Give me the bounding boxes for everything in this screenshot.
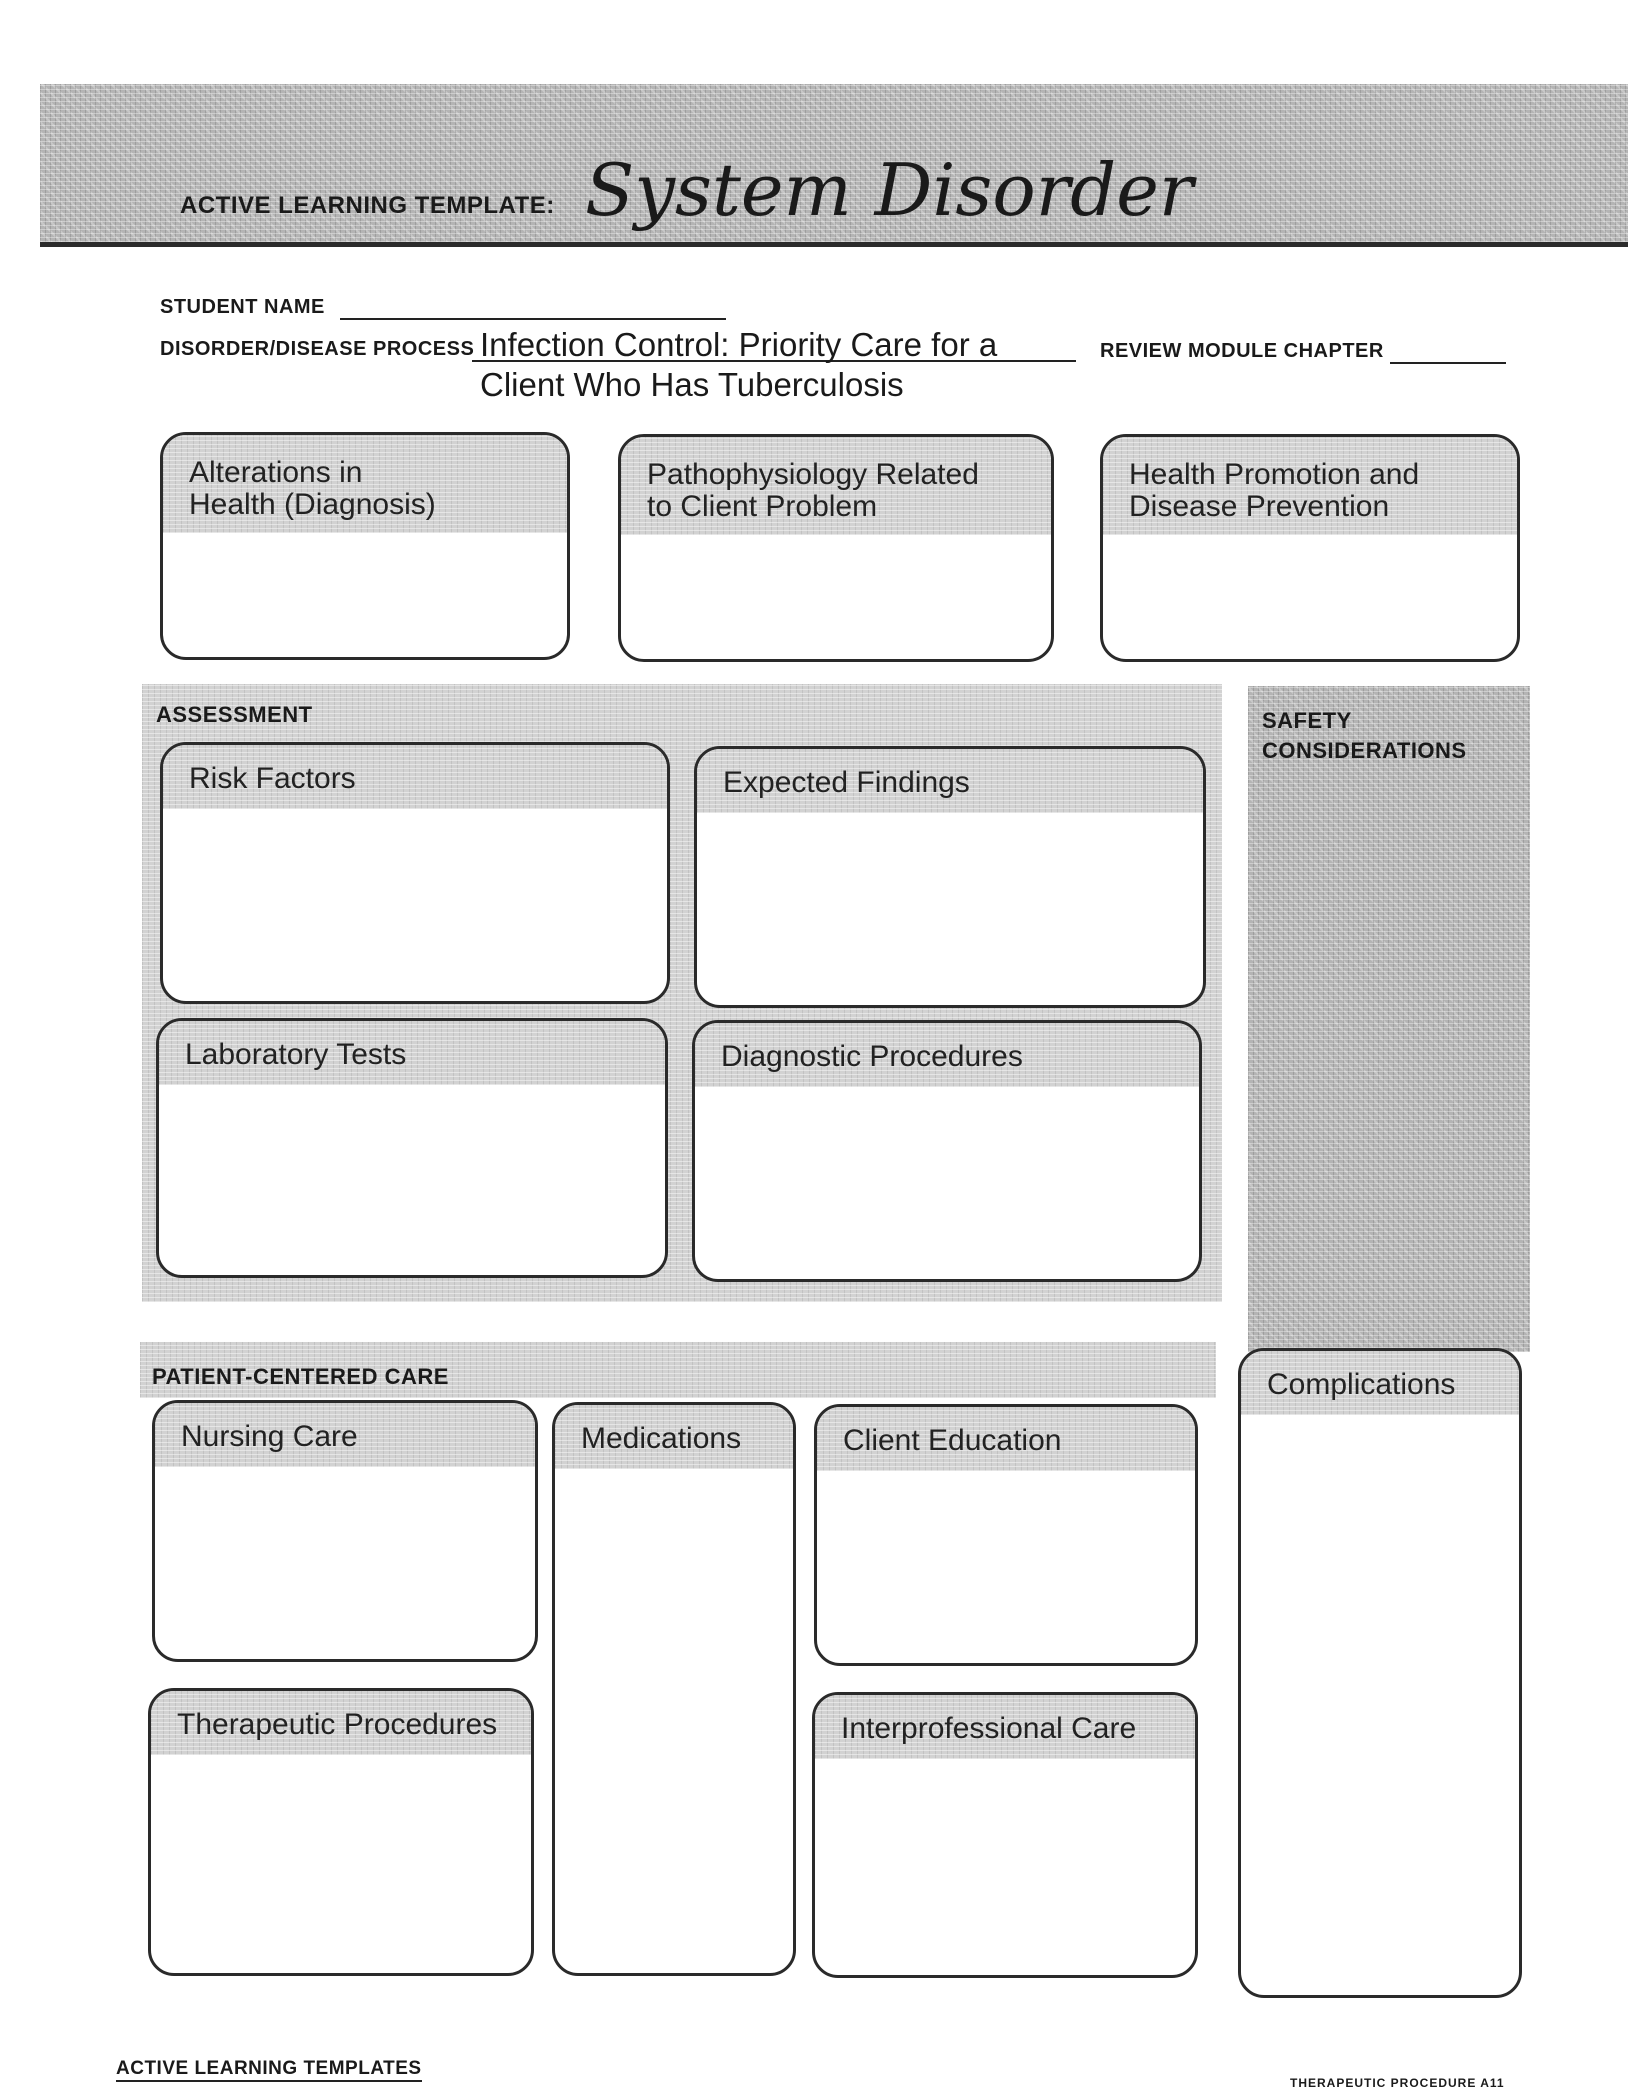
- laboratory-tests-box[interactable]: [156, 1018, 668, 1278]
- therapeutic-procedures-box[interactable]: [148, 1688, 534, 1976]
- assessment-title: ASSESSMENT: [156, 702, 313, 727]
- review-module-chapter-label: REVIEW MODULE CHAPTER: [1100, 340, 1384, 362]
- footer-label: ACTIVE LEARNING TEMPLATES: [116, 2058, 422, 2082]
- safety-title-line2: CONSIDERATIONS: [1262, 738, 1467, 763]
- nursing-care-box[interactable]: [152, 1400, 538, 1662]
- therapeutic-procedures-header: Therapeutic Procedures: [151, 1691, 531, 1755]
- safety-considerations-section: [1248, 686, 1530, 1352]
- client-education-header: Client Education: [817, 1407, 1195, 1471]
- pathophysiology-title-line2: to Client Problem: [647, 490, 878, 523]
- header-rule: [40, 242, 1628, 247]
- expected-findings-box[interactable]: [694, 746, 1206, 1008]
- safety-considerations-title: [1262, 706, 1467, 766]
- health-promotion-box[interactable]: [1100, 434, 1520, 662]
- interprofessional-care-header: Interprofessional Care: [815, 1695, 1195, 1759]
- health-promotion-header: [1103, 437, 1517, 535]
- pathophysiology-title-line1: Pathophysiology Related: [647, 458, 979, 491]
- patient-centered-care-title: PATIENT-CENTERED CARE: [152, 1364, 449, 1389]
- risk-factors-box[interactable]: [160, 742, 670, 1004]
- alterations-in-health-title-line1: Alterations in: [189, 456, 363, 489]
- pathophysiology-box[interactable]: [618, 434, 1054, 662]
- alterations-in-health-header: [163, 435, 567, 533]
- client-education-box[interactable]: [814, 1404, 1198, 1666]
- pathophysiology-header: [621, 437, 1051, 535]
- template-title: System Disorder: [585, 148, 1194, 232]
- footer-page-label: THERAPEUTIC PROCEDURE A11: [1290, 2076, 1505, 2090]
- diagnostic-procedures-box[interactable]: [692, 1020, 1202, 1282]
- medications-header: Medications: [555, 1405, 793, 1469]
- medications-box[interactable]: [552, 1402, 796, 1976]
- safety-title-line1: SAFETY: [1262, 708, 1352, 733]
- health-promotion-title-line1: Health Promotion and: [1129, 458, 1420, 491]
- disease-process-value-line2: Client Who Has Tuberculosis: [480, 366, 904, 403]
- health-promotion-title-line2: Disease Prevention: [1129, 490, 1390, 523]
- interprofessional-care-box[interactable]: [812, 1692, 1198, 1978]
- disease-process-label: DISORDER/DISEASE PROCESS: [160, 338, 475, 360]
- template-label: ACTIVE LEARNING TEMPLATE:: [180, 192, 555, 219]
- alterations-in-health-box[interactable]: [160, 432, 570, 660]
- complications-header: Complications: [1241, 1351, 1519, 1415]
- student-name-label: STUDENT NAME: [160, 296, 325, 318]
- risk-factors-header: Risk Factors: [163, 745, 667, 809]
- expected-findings-header: Expected Findings: [697, 749, 1203, 813]
- complications-box[interactable]: [1238, 1348, 1522, 1998]
- alterations-in-health-title-line2: Health (Diagnosis): [189, 488, 436, 521]
- laboratory-tests-header: Laboratory Tests: [159, 1021, 665, 1085]
- review-module-chapter-field[interactable]: [1390, 362, 1506, 364]
- student-name-field[interactable]: [340, 318, 726, 320]
- disease-process-value-line1: Infection Control: Priority Care for a: [480, 326, 998, 363]
- diagnostic-procedures-header: Diagnostic Procedures: [695, 1023, 1199, 1087]
- nursing-care-header: Nursing Care: [155, 1403, 535, 1467]
